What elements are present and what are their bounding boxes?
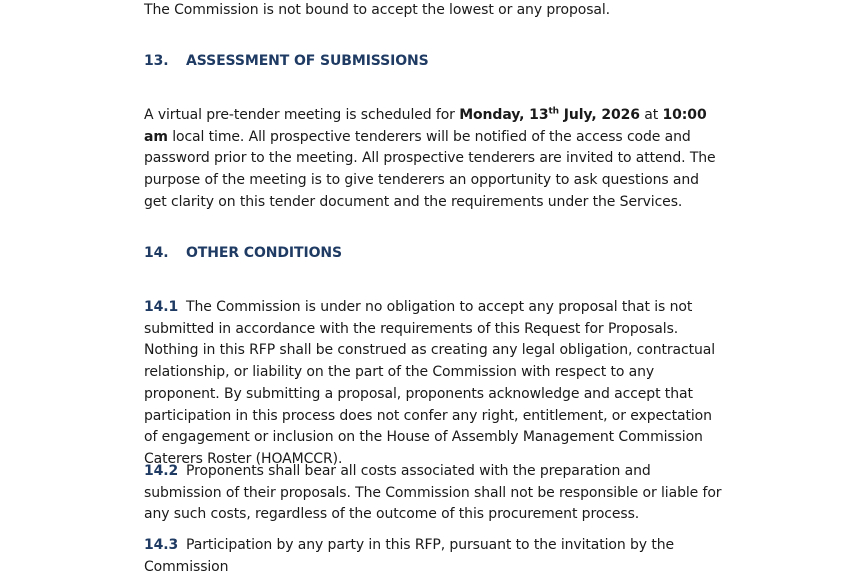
closing-line: The Commission is not bound to accept the lowest or any proposal. (144, 2, 611, 18)
clause-text: Participation by any party in this RFP, pursuant to the invitation by the Commission (144, 537, 675, 575)
section-14-heading (144, 243, 342, 263)
meeting-time: 10:00 am (144, 107, 707, 145)
clause-number: 14.1 (144, 299, 179, 315)
section-14-title: OTHER CONDITIONS (186, 245, 342, 261)
clause-14-3 (144, 535, 724, 578)
section-13-heading (144, 51, 429, 71)
clause-number: 14.2 (144, 463, 179, 479)
clause-number: 14.3 (144, 537, 179, 553)
section-13-paragraph: A virtual pre-tender meeting is scheduled for Monday, 13th July, 2026 at 10:00 am local time. All prospective tenderers will be notified of the access code and password prior to the meeting. All prospective tenderers are invited to attend. The purpose of the meeting is to give tenderers an opportunity to ask questions and get clarity on this tender document and the requirements under the Services. (144, 106, 716, 210)
section-13-number: 13. (144, 53, 169, 69)
clause-14-2 (144, 461, 724, 526)
section-13-title: ASSESSMENT OF SUBMISSIONS (186, 53, 429, 69)
meeting-day: Monday, 13th July, 2026 (459, 106, 640, 123)
section-14-number: 14. (144, 245, 169, 261)
clause-14-1 (144, 297, 724, 471)
clause-text: Proponents shall bear all costs associated with the preparation and submission of their proposals. The Commission shall not be responsible or liable for any such costs, regardless of the outcome of this procurement process. (144, 463, 722, 523)
clause-text: The Commission is under no obligation to accept any proposal that is not submitted in accordance with the requirements of this Request for Proposals. Nothing in this RFP shall be construed as creating any legal obligation, contractual relationship, or liability on the part of the Commission with respect to any proponent. By submitting a proposal, proponents acknowledge and accept that participation in this process does not confer any right, entitlement, or expectation of engagement or inclusion on the House of Assembly Management Commission Caterers Roster (HOAMCCR). (144, 299, 716, 467)
